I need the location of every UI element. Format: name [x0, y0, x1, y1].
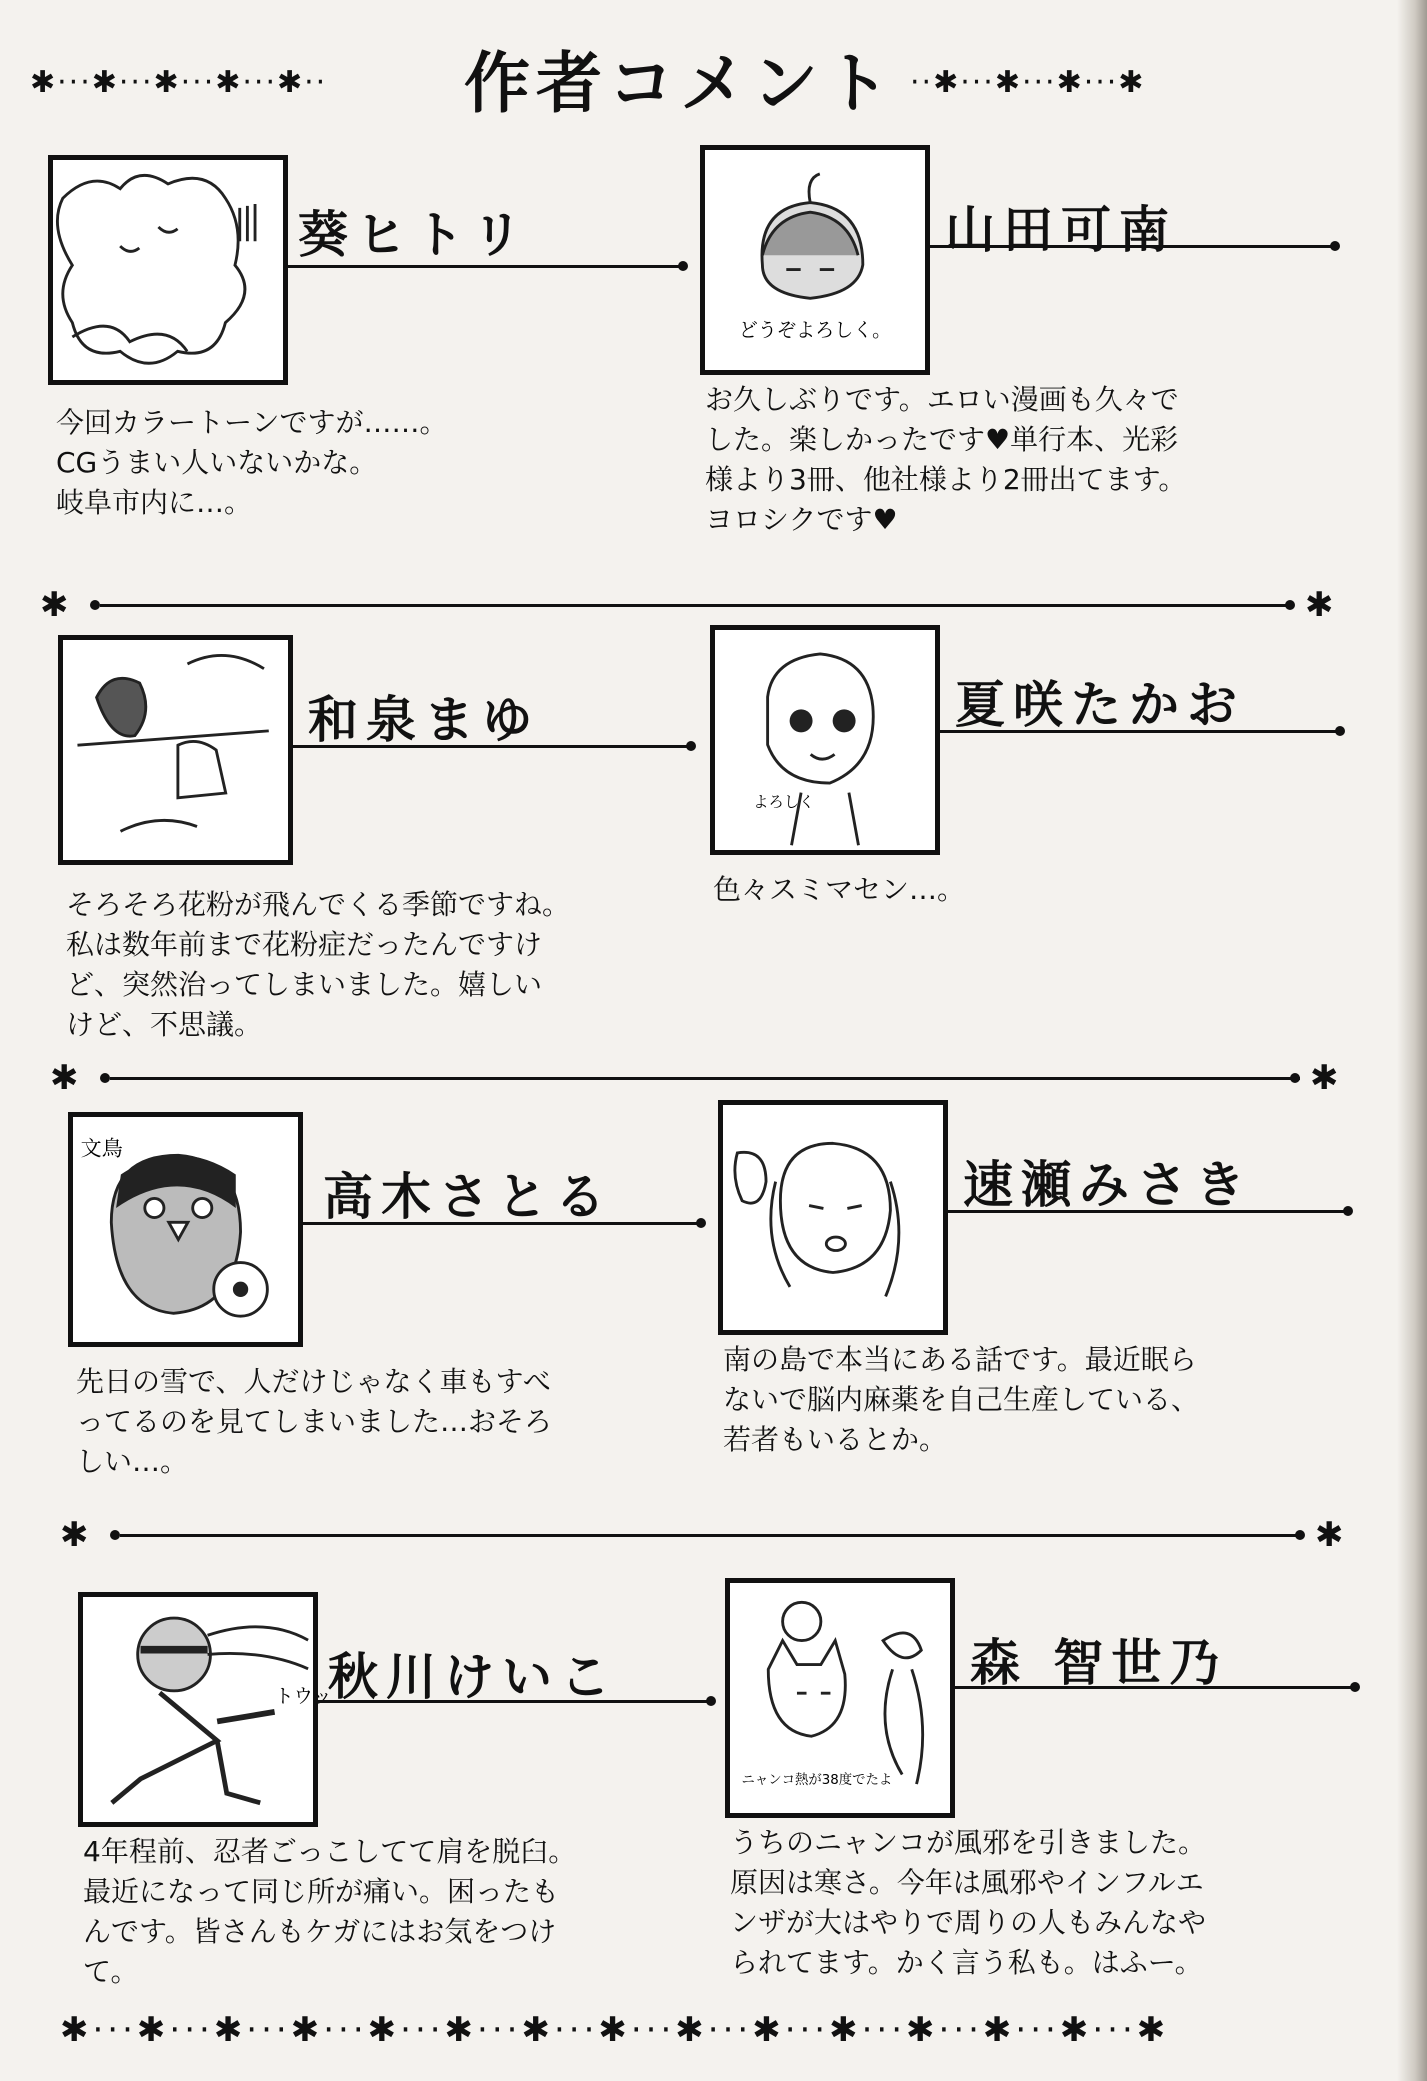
separator-line	[110, 1077, 1300, 1080]
portrait-caption: トウッ	[274, 1684, 332, 1708]
author-comment: うちのニャンコが風邪を引きました。 原因は寒さ。今年は風邪やインフルエ ンザが大はやりで周りの人もみんなや られてます。かく言う私も。はふー。	[730, 1826, 1207, 1979]
author-portrait	[700, 145, 930, 375]
portrait-caption: 文鳥	[80, 1135, 123, 1161]
portrait-sketch-icon	[730, 1583, 950, 1813]
name-underline	[948, 1210, 1348, 1213]
separator-line	[100, 604, 1290, 607]
portrait-sketch-icon	[723, 1105, 943, 1330]
underline-dot	[686, 741, 696, 751]
author-comment: 今回カラートーンですが……。 CGうまい人いないかな。 岐阜市内に…。	[56, 406, 448, 519]
separator-line	[120, 1534, 1300, 1537]
author-name: 森 智世乃	[970, 1633, 1228, 1692]
separator-dot	[1285, 600, 1295, 610]
name-underline	[940, 730, 1340, 733]
portrait-sketch-icon	[715, 630, 935, 850]
portrait-caption: ニャンコ熱が38度でたよ	[741, 1773, 893, 1789]
header-stars-right: ··✱···✱···✱···✱	[910, 65, 1146, 100]
author-block	[78, 1592, 718, 2012]
author-name: 夏咲たかお	[955, 675, 1245, 734]
star-ornament-icon: ✱	[1305, 585, 1334, 625]
separator-dot	[90, 600, 100, 610]
author-portrait	[58, 635, 293, 865]
author-portrait	[48, 155, 288, 385]
author-name: 速瀬みさき	[963, 1155, 1253, 1214]
author-portrait	[725, 1578, 955, 1818]
name-underline	[318, 1700, 713, 1703]
separator-dot	[110, 1530, 120, 1540]
author-block	[700, 145, 1360, 565]
name-underline	[288, 265, 683, 268]
star-ornament-icon: ✱	[1310, 1058, 1339, 1098]
section-separator	[40, 585, 1340, 625]
portrait-caption: どうぞよろしく。	[738, 318, 892, 342]
portrait-caption: よろしく	[753, 792, 815, 811]
author-portrait	[710, 625, 940, 855]
author-comment: 色々スミマセン…。	[713, 873, 966, 906]
separator-dot	[100, 1073, 110, 1083]
name-underline	[930, 245, 1335, 248]
author-block	[68, 1112, 708, 1492]
header-stars-left: ✱···✱···✱···✱···✱··	[30, 65, 328, 100]
author-portrait	[718, 1100, 948, 1335]
section-separator	[50, 1058, 1340, 1098]
section-separator	[60, 1515, 1344, 1555]
footer-stars: ✱···✱···✱···✱···✱···✱···✱···✱···✱···✱···✱···✱···✱···✱···✱	[60, 2010, 1170, 2050]
author-block	[710, 625, 1360, 925]
author-name: 山田可南	[945, 200, 1177, 259]
page-title: 作者コメント	[464, 45, 896, 122]
star-ornament-icon: ✱	[60, 1515, 89, 1555]
underline-dot	[1335, 726, 1345, 736]
portrait-sketch-icon	[73, 1117, 298, 1342]
author-name: 和泉まゆ	[308, 690, 540, 749]
name-underline	[955, 1686, 1355, 1689]
page-edge-shadow	[1397, 0, 1427, 2081]
author-comment: 先日の雪で、人だけじゃなく車もすべ ってるのを見てしまいました…おそろ しい…。	[76, 1365, 553, 1478]
separator-dot	[1290, 1073, 1300, 1083]
author-name: 秋川けいこ	[328, 1647, 618, 1706]
author-comment: 4年程前、忍者ごっこしてて肩を脱臼。 最近になって同じ所が痛い。困ったも んです。皆さんもケガにはお気をつけ て。	[83, 1835, 577, 1988]
author-block	[48, 155, 688, 555]
author-name: 高木さとる	[323, 1167, 613, 1226]
author-comment: お久しぶりです。エロい漫画も久々で した。楽しかったです♥単行本、光彩 様より3冊、他社様より2冊出てます。 ヨロシクです♥	[705, 383, 1187, 536]
author-comment: 南の島で本当にある話です。最近眠ら ないで脳内麻薬を自己生産している、 若者もいるとか。	[723, 1343, 1200, 1456]
underline-dot	[1350, 1682, 1360, 1692]
author-name: 葵ヒトリ	[298, 205, 530, 264]
author-block	[58, 635, 698, 1055]
underline-dot	[678, 261, 688, 271]
author-portrait	[78, 1592, 332, 1827]
name-underline	[303, 1222, 703, 1225]
underline-dot	[696, 1218, 706, 1228]
author-portrait	[68, 1112, 303, 1347]
star-ornament-icon: ✱	[1315, 1515, 1344, 1555]
portrait-sketch-icon	[63, 640, 288, 860]
star-ornament-icon: ✱	[40, 585, 69, 625]
name-underline	[293, 745, 693, 748]
author-block	[725, 1578, 1365, 1998]
separator-dot	[1295, 1530, 1305, 1540]
portrait-sketch-icon	[705, 150, 925, 370]
underline-dot	[1343, 1206, 1353, 1216]
portrait-sketch-icon	[53, 160, 283, 380]
underline-dot	[1330, 241, 1340, 251]
portrait-sketch-icon	[83, 1597, 332, 1822]
author-comment: そろそろ花粉が飛んでくる季節ですね。 私は数年前まで花粉症だったんですけ ど、突然治ってしまいました。嬉しい けど、不思議。	[66, 888, 571, 1041]
author-block	[718, 1100, 1358, 1480]
star-ornament-icon: ✱	[50, 1058, 79, 1098]
underline-dot	[706, 1696, 716, 1706]
page-header	[30, 30, 1330, 130]
